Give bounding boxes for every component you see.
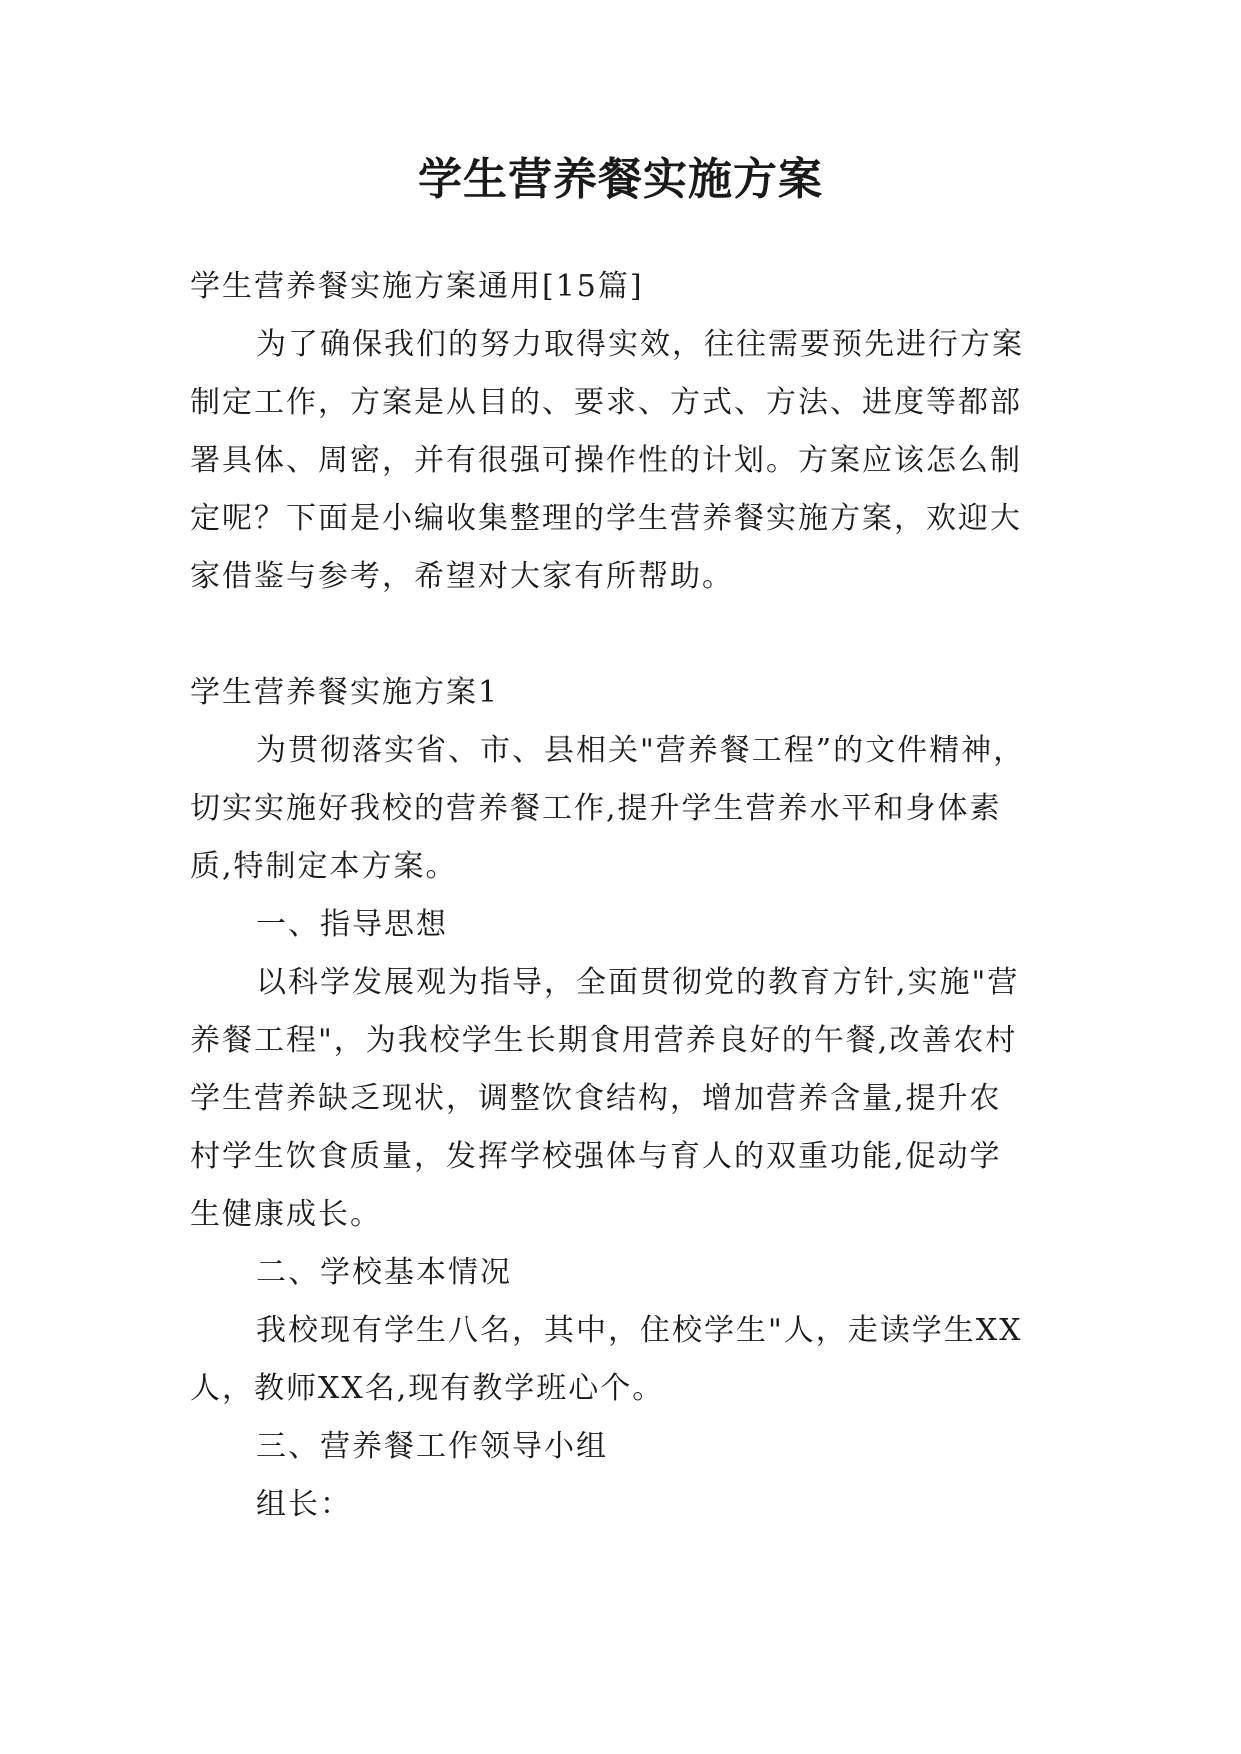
intro-line: 定呢？下面是小编收集整理的学生营养餐实施方案，欢迎大 xyxy=(190,501,1022,536)
paragraph-gap xyxy=(190,606,1050,664)
section-intro-line: 切实实施好我校的营养餐工作,提升学生营养水平和身体素 xyxy=(190,791,1002,826)
intro-line: 为了确保我们的努力取得实效，往往需要预先进行方案 xyxy=(256,327,1024,362)
intro-line: 家借鉴与参考，希望对大家有所帮助。 xyxy=(190,559,734,594)
part-line: 学生营养缺乏现状，调整饮食结构，增加营养含量,提升农 xyxy=(190,1081,1002,1116)
part-line: 人，教师XX名,现有教学班心个。 xyxy=(190,1371,665,1406)
document-body xyxy=(190,258,1050,1534)
part-heading-leadership-group: 三、营养餐工作领导小组 xyxy=(256,1429,608,1464)
part-line: 生健康成长。 xyxy=(190,1197,382,1232)
intro-line: 制定工作，方案是从目的、要求、方式、方法、进度等都部 xyxy=(190,385,1022,420)
section-intro-line: 为贯彻落实省、市、县相关"营养餐工程”的文件精神， xyxy=(256,733,1026,768)
section-heading: 学生营养餐实施方案1 xyxy=(190,675,500,710)
intro-line: 署具体、周密，并有很强可操作性的计划。方案应该怎么制 xyxy=(190,443,1022,478)
document-title: 学生营养餐实施方案 xyxy=(418,154,823,205)
part-line: 我校现有学生八名，其中，住校学生"人，走读学生XX xyxy=(256,1313,1023,1348)
part-line: 村学生饮食质量，发挥学校强体与育人的双重功能,促动学 xyxy=(190,1139,1002,1174)
part-line: 养餐工程"，为我校学生长期食用营养良好的午餐,改善农村 xyxy=(190,1023,1018,1058)
part-line: 组长： xyxy=(256,1487,352,1522)
document-subtitle: 学生营养餐实施方案通用[15篇] xyxy=(190,269,644,304)
part-line: 以科学发展观为指导，全面贯彻党的教育方针,实施"营 xyxy=(256,965,1020,1000)
section-intro-line: 质,特制定本方案。 xyxy=(190,849,458,884)
part-heading-school-basics: 二、学校基本情况 xyxy=(256,1255,512,1290)
part-heading-guiding-ideology: 一、指导思想 xyxy=(256,907,448,942)
